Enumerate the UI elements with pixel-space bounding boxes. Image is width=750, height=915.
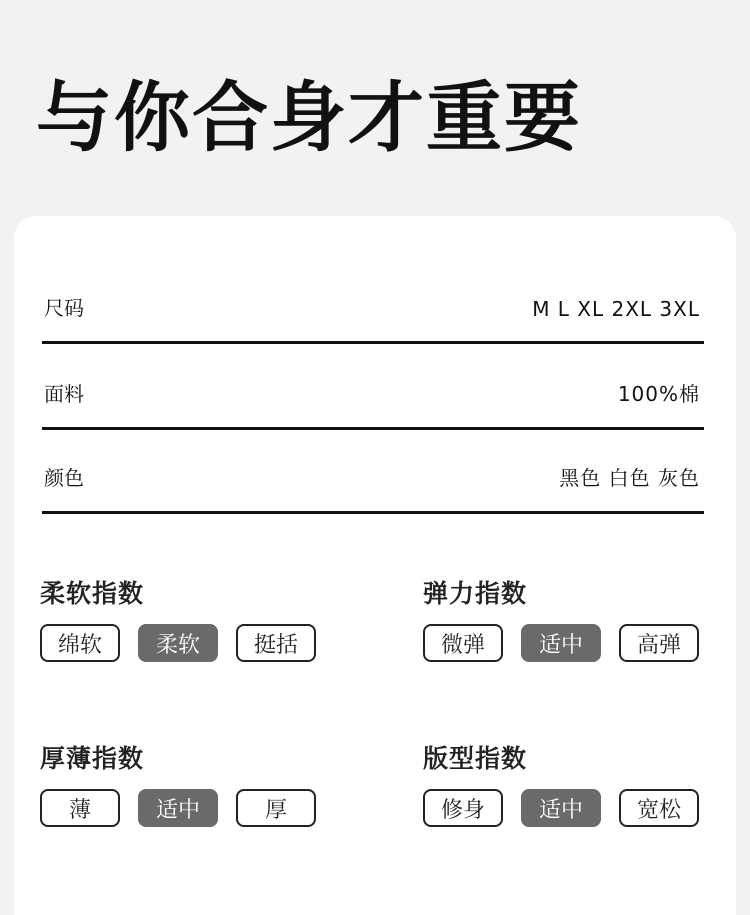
elasticity-options xyxy=(423,624,723,662)
fit-index-title: 版型指数 xyxy=(423,744,528,773)
softness-option-cotton-soft[interactable]: 绵软 xyxy=(40,624,120,662)
thickness-index-title: 厚薄指数 xyxy=(40,744,145,773)
spec-value-fabric: 100%棉 xyxy=(617,382,700,406)
elasticity-option-slight[interactable]: 微弹 xyxy=(423,624,503,662)
softness-option-crisp[interactable]: 挺括 xyxy=(236,624,316,662)
spec-card xyxy=(14,216,736,915)
fit-options xyxy=(423,789,723,827)
spec-row-color xyxy=(42,428,704,514)
thickness-options xyxy=(40,789,340,827)
spec-label-fabric: 面料 xyxy=(44,382,84,406)
spec-row-size xyxy=(42,258,704,344)
spec-row-fabric xyxy=(42,344,704,430)
spec-value-size: M L XL 2XL 3XL xyxy=(532,297,700,321)
fit-option-slim[interactable]: 修身 xyxy=(423,789,503,827)
elasticity-index-title: 弹力指数 xyxy=(423,579,528,608)
elasticity-option-medium[interactable]: 适中 xyxy=(521,624,601,662)
thickness-option-thin[interactable]: 薄 xyxy=(40,789,120,827)
page-title: 与你合身才重要 xyxy=(36,73,582,162)
fit-option-loose[interactable]: 宽松 xyxy=(619,789,699,827)
spec-label-color: 颜色 xyxy=(44,466,84,490)
elasticity-option-high[interactable]: 高弹 xyxy=(619,624,699,662)
softness-index xyxy=(40,574,340,662)
thickness-option-medium[interactable]: 适中 xyxy=(138,789,218,827)
spec-value-color: 黑色 白色 灰色 xyxy=(559,466,700,490)
spec-label-size: 尺码 xyxy=(44,296,84,320)
elasticity-index xyxy=(423,574,723,662)
fit-option-regular[interactable]: 适中 xyxy=(521,789,601,827)
softness-index-title: 柔软指数 xyxy=(40,579,145,608)
softness-option-soft[interactable]: 柔软 xyxy=(138,624,218,662)
fit-index xyxy=(423,739,723,827)
thickness-option-thick[interactable]: 厚 xyxy=(236,789,316,827)
thickness-index xyxy=(40,739,340,827)
softness-options xyxy=(40,624,340,662)
